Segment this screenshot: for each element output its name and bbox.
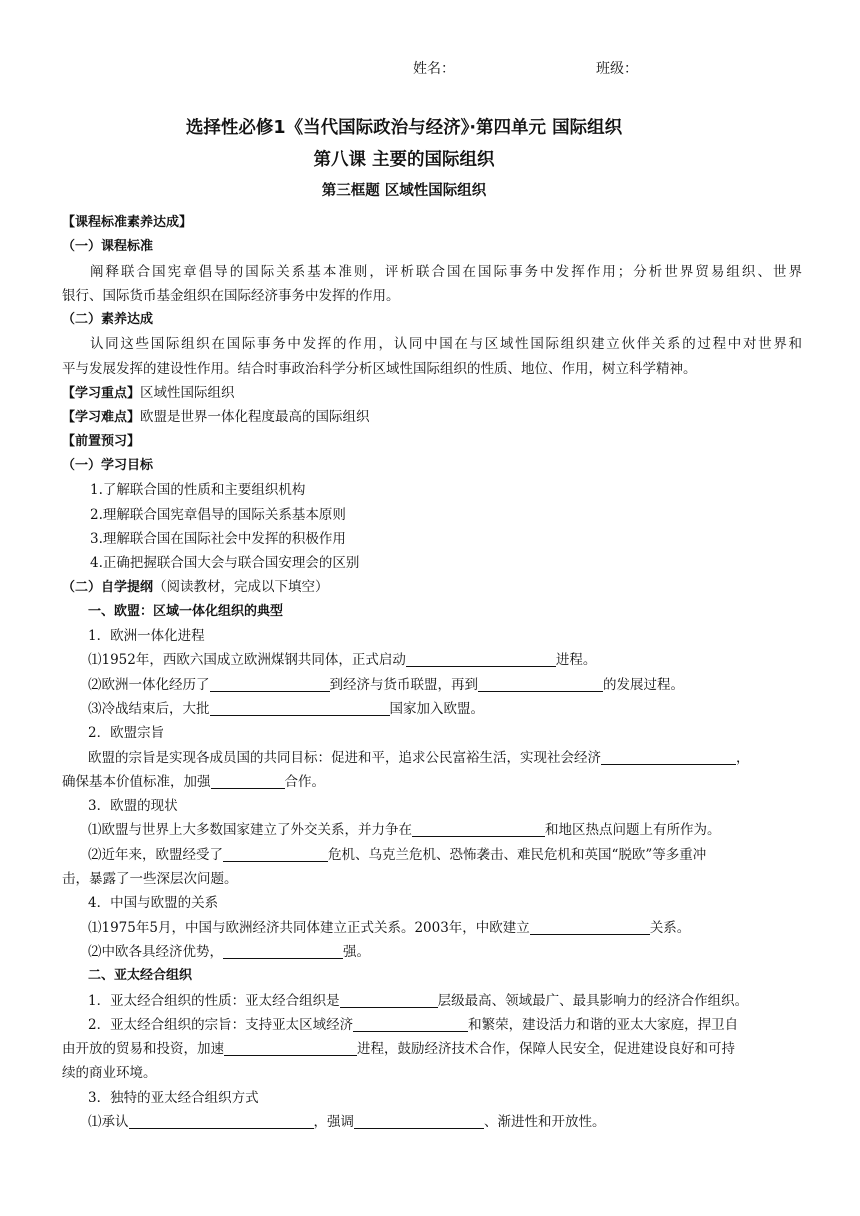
fill-blank[interactable] (210, 676, 330, 692)
fill-text: ⑴1975年5月，中国与欧洲经济共同体建立正式关系。2003年，中欧建立 (88, 919, 530, 936)
fill-line: 击，暴露了一些深层次问题。 (62, 871, 238, 888)
fill-line (62, 1013, 802, 1037)
fill-blank[interactable] (223, 846, 328, 862)
eu-section-title: 1．欧洲一体化进程 (88, 628, 205, 645)
fill-text: ，强调 (313, 1113, 354, 1130)
fill-text: 确保基本价值标准，加强 (62, 773, 211, 790)
outline-subheading-row (62, 575, 802, 599)
difficulty-text: 欧盟是世界一体化程度最高的国际组织 (140, 409, 370, 426)
eu-section-title: 4．中国与欧盟的关系 (88, 895, 219, 912)
fill-blank[interactable] (354, 1113, 484, 1129)
fill-blank[interactable] (478, 676, 603, 692)
fill-text: ⑴1952年，西欧六国成立欧洲煤钢共同体，正式启动 (88, 652, 406, 669)
goal-item: 2.理解联合国宪章倡导的国际关系基本原则 (90, 506, 346, 523)
focus-row (62, 381, 802, 405)
lesson-title: 第八课 主要的国际组织 (313, 150, 495, 170)
fill-line (62, 648, 802, 672)
apec-heading: 二、亚太经合组织 (88, 968, 193, 984)
eu-heading: 一、欧盟：区域一体化组织的典型 (88, 603, 284, 619)
fill-text: 欧盟的宗旨是实现各成员国的共同目标：促进和平，追求公民富裕生活，实现社会经济 (88, 749, 601, 766)
focus-text: 区域性国际组织 (140, 385, 235, 402)
fill-text: 和繁荣，建设活力和谐的亚太大家庭，捍卫自 (468, 1016, 739, 1033)
outline-subheading: （二）自学提纲 (62, 580, 154, 596)
fill-text: 到经济与货币联盟，再到 (329, 676, 478, 693)
fill-line: 续的商业环境。 (62, 1065, 157, 1082)
fill-text: 层级最高、领域最广、最具影响力的经济合作组织。 (437, 992, 749, 1009)
worksheet-body (62, 211, 802, 1134)
difficulty-label: 【学习难点】 (62, 410, 141, 426)
goal-item: 1.了解联合国的性质和主要组织机构 (90, 482, 306, 499)
fill-text: ⑴欧盟与世界上大多数国家建立了外交关系，并力争在 (88, 822, 412, 839)
fill-blank[interactable] (210, 700, 390, 716)
fill-line (62, 916, 802, 940)
goal-item: 4.正确把握联合国大会与联合国安理会的区别 (90, 555, 360, 572)
eu-section-title: 2．欧盟宗旨 (88, 725, 165, 742)
fill-blank[interactable] (412, 821, 545, 837)
fill-blank[interactable] (211, 773, 285, 789)
fill-blank[interactable] (353, 1016, 468, 1032)
fill-text: 合作。 (284, 773, 325, 790)
fill-text: 的发展过程。 (603, 676, 684, 693)
standards-subheading: （一）课程标准 (62, 239, 154, 255)
fill-line (62, 1110, 802, 1134)
fill-line (62, 1037, 802, 1061)
fill-blank[interactable] (223, 943, 343, 959)
fill-text: 危机、乌克兰危机、恐怖袭击、难民危机和英国“脱欧”等多重冲 (328, 846, 707, 863)
preview-heading: 【前置预习】 (62, 433, 141, 449)
fill-blank[interactable] (406, 651, 556, 667)
fill-text: ⑵近年来，欧盟经受了 (88, 846, 223, 863)
fill-text: ⑵中欧各具经济优势， (88, 943, 223, 960)
goals-subheading: （一）学习目标 (62, 457, 154, 473)
fill-line (62, 940, 802, 964)
fill-blank[interactable] (129, 1113, 314, 1129)
fill-text: 1．亚太经合组织的性质：亚太经合组织是 (88, 992, 340, 1009)
fill-line (62, 697, 802, 721)
fill-text: 进程。 (555, 652, 597, 669)
fill-text: 和地区热点问题上有所作为。 (545, 822, 721, 839)
fill-text: ， (736, 749, 750, 766)
goal-item: 3.理解联合国在国际社会中发挥的积极作用 (90, 530, 346, 547)
standards-paragraph-line: 银行、国际货币基金组织在国际经济事务中发挥的作用。 (62, 287, 400, 304)
eu-section-title: 3．欧盟的现状 (88, 798, 178, 815)
fill-line (62, 818, 802, 842)
fill-text: ⑶冷战结束后，大批 (88, 700, 210, 717)
fill-text: 、渐进性和开放性。 (484, 1113, 606, 1130)
class-label: 班级： (596, 61, 638, 77)
fill-text: 进程，鼓励经济技术合作，保障人民安全，促进建设良好和可持 (357, 1041, 735, 1058)
fill-line (62, 746, 802, 770)
fill-blank[interactable] (224, 1040, 357, 1056)
focus-label: 【学习重点】 (62, 386, 141, 402)
course-title: 选择性必修1《当代国际政治与经济》·第四单元 国际组织 (185, 118, 623, 138)
fill-blank[interactable] (601, 749, 736, 765)
fill-line (62, 770, 802, 794)
standards-heading: 【课程标准素养达成】 (62, 215, 193, 230)
apec-section-title: 3．独特的亚太经合组织方式 (88, 1089, 259, 1106)
fill-text: 2．亚太经合组织的宗旨：支持亚太区域经济 (88, 1016, 354, 1033)
fill-line (62, 673, 802, 697)
literacy-paragraph-line: 平与发展发挥的建设性作用。结合时事政治科学分析区域性国际组织的性质、地位、作用，树立科学精神。 (62, 360, 697, 377)
name-label: 姓名： (413, 61, 455, 77)
fill-blank[interactable] (530, 919, 650, 935)
fill-text: 由开放的贸易和投资，加速 (62, 1041, 224, 1058)
fill-line (62, 843, 802, 867)
fill-text: 强。 (343, 943, 370, 960)
literacy-paragraph-line: 认同这些国际组织在国际事务中发挥的作用，认同中国在与区域性国际组织建立伙伴关系的过程中对世界和 (90, 336, 802, 353)
literacy-subheading: （二）素养达成 (62, 312, 154, 328)
fill-line (62, 989, 802, 1013)
fill-text: ⑴承认 (88, 1113, 129, 1130)
fill-blank[interactable] (340, 992, 438, 1008)
outline-note: （阅读教材，完成以下填空） (153, 579, 329, 596)
standards-paragraph-line: 阐释联合国宪章倡导的国际关系基本准则，评析联合国在国际事务中发挥作用；分析世界贸易组织、世界 (90, 263, 802, 280)
difficulty-row (62, 405, 802, 429)
fill-text: 国家加入欧盟。 (389, 700, 484, 717)
fill-text: 关系。 (649, 919, 691, 936)
fill-text: ⑵欧洲一体化经历了 (88, 676, 210, 693)
frame-title: 第三框题 区域性国际组织 (321, 183, 487, 199)
